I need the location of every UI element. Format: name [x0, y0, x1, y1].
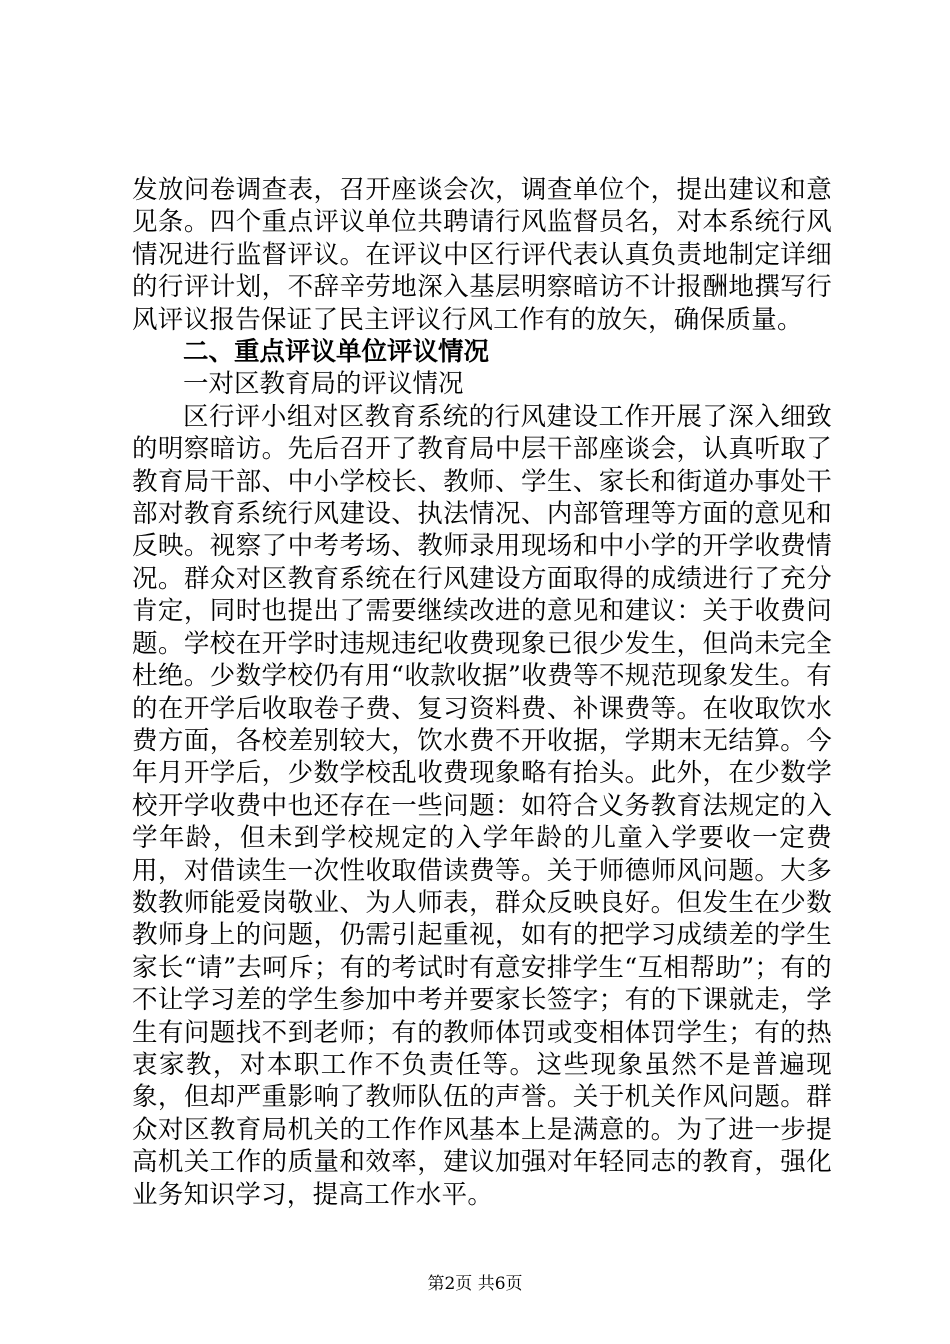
section-heading: 二、重点评议单位评议情况 [183, 337, 490, 368]
subsection-heading: 一对区教育局的评议情况 [183, 369, 464, 400]
paragraph-education-review: 区行评小组对区教育系统的行风建设工作开展了深入细致的明察暗访。先后召开了教育局中层干部座谈会，认真听取了教育局干部、中小学校长、教师、学生、家长和街道办事处干部对教育系统行风建设、执法情况、内部管理等方面的意见和反映。视察了中考考场、教师录用现场和中小学的开学收费情况。群众对区教育系统在行风建设方面取得的成绩进行了充分肯定，同时也提出了需要继续改进的意见和建议：关于收费问题。学校在开学时违规违纪收费现象已很少发生，但尚未完全杜绝。少数学校仍有用“收款收据”收费等不规范现象发生。有的在开学后收取卷子费、复习资料费、补课费等。在收取饮水费方面，各校差别较大，饮水费不开收据，学期末无结算。今年月开学后，少数学校乱收费现象略有抬头。此外，在少数学校开学收费中也还存在一些问题：如符合义务教育法规定的入学年龄，但未到学校规定的入学年龄的儿童入学要收一定费用，对借读生一次性收取借读费等。关于师德师风问题。大多数教师能爱岗敬业、为人师表，群众反映良好。但发生在少数教师身上的问题，仍需引起重视，如有的把学习成绩差的学生家长“请”去呵斥；有的考试时有意安排学生“互相帮助”；有的不让学习差的学生参加中考并要家长签字；有的下课就走，学生有问题找不到老师；有的教师体罚或变相体罚学生；有的热衷家教，对本职工作不负责任等。这些现象虽然不是普遍现象，但却严重影响了教师队伍的声誉。关于机关作风问题。群众对区教育局机关的工作作风基本上是满意的。为了进一步提高机关工作的质量和效率，建议加强对年轻同志的教育，强化业务知识学习，提高工作水平。 [132, 401, 832, 1210]
document-body [132, 174, 832, 1211]
page-number-footer: 第2页 共6页 [427, 1274, 523, 1294]
paragraph-continued: 发放问卷调查表，召开座谈会次，调查单位个，提出建议和意见条。四个重点评议单位共聘请行风监督员名，对本系统行风情况进行监督评议。在评议中区行评代表认真负责地制定详细的行评计划，不辞辛劳地深入基层明察暗访不计报酬地撰写行风评议报告保证了民主评议行风工作有的放矢，确保质量。 [132, 175, 832, 335]
